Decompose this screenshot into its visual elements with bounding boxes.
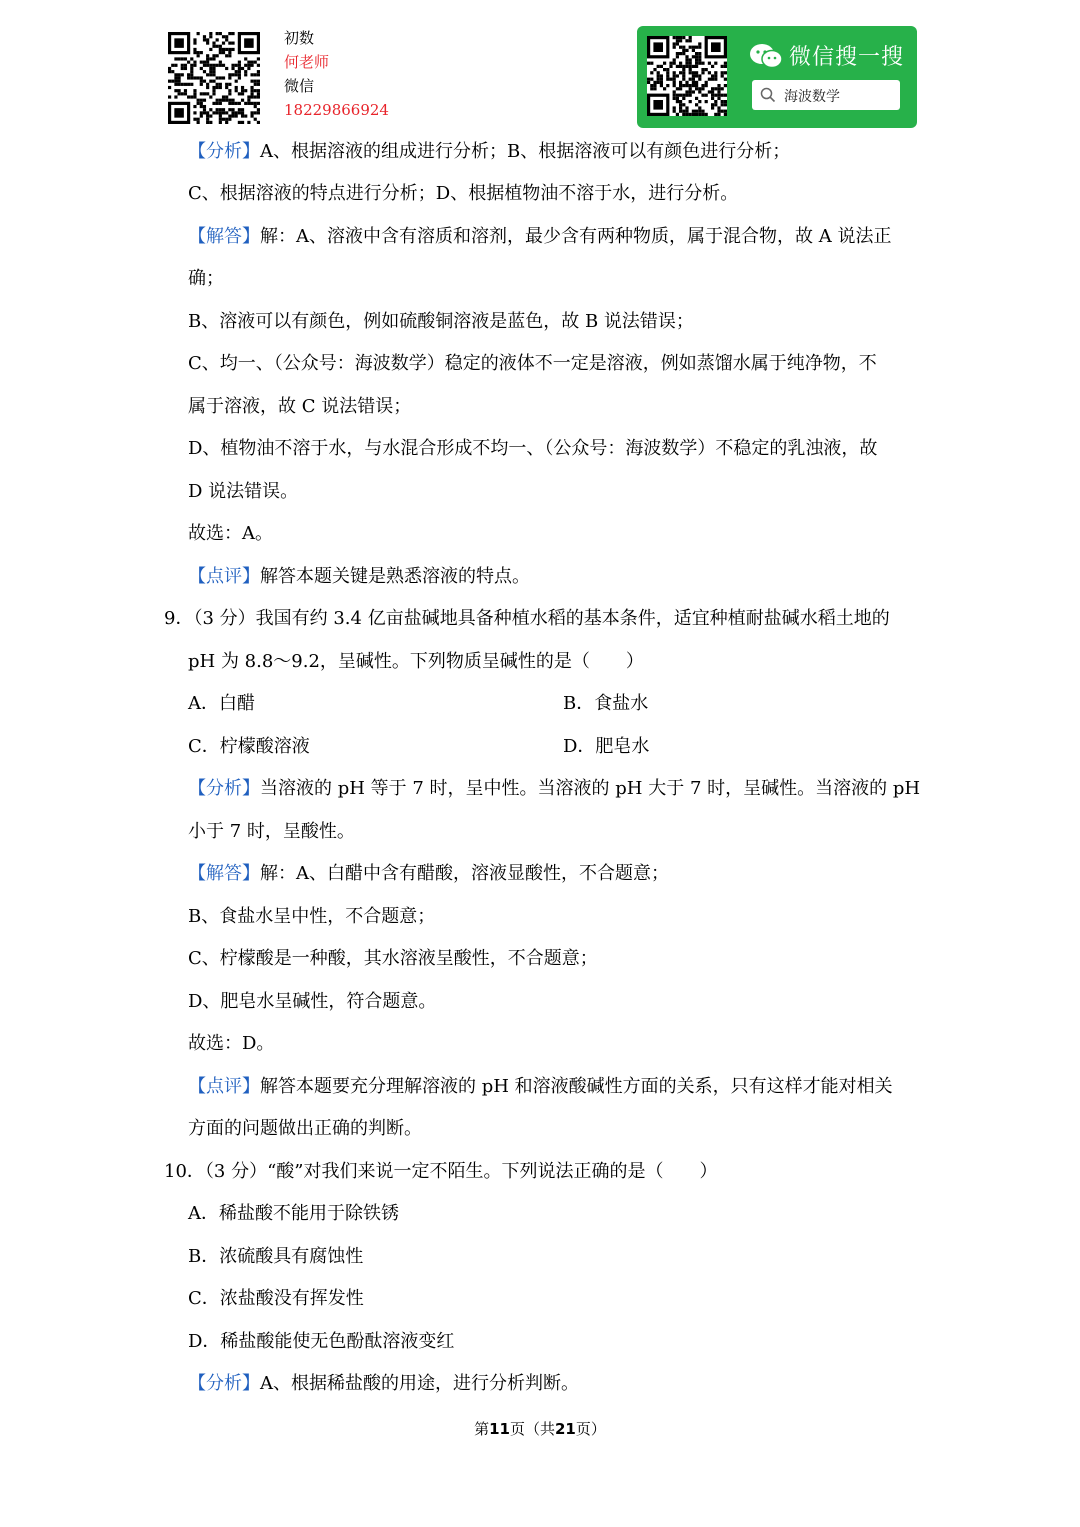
annotation-tag: 【分析】	[188, 778, 260, 799]
contact-wechat-label: 微信	[284, 77, 315, 95]
text-line: D、植物油不溶于水，与水混合形成不均一、（公众号：海波数学）不稳定的乳浊液，故	[188, 438, 878, 459]
text-line: 【点评】解答本题关键是熟悉溶液的特点。	[188, 566, 530, 587]
text-line: 故选：D。	[188, 1033, 275, 1054]
wechat-search-banner	[637, 26, 917, 128]
text-line: 确；	[188, 268, 224, 289]
text-line: 【分析】A、根据溶液的组成进行分析；B、根据溶液可以有颜色进行分析；	[188, 141, 791, 162]
option-b: B．食盐水	[563, 693, 649, 714]
wechat-search-query: 海波数学	[784, 89, 840, 105]
qr-code-icon	[647, 36, 727, 116]
wechat-search-box[interactable]	[752, 80, 900, 110]
option-c: C．柠檬酸溶液	[188, 736, 310, 757]
text-line: pH 为 8.8～9.2，呈碱性。下列物质呈碱性的是（ ）	[188, 651, 644, 672]
annotation-tag: 【解答】	[188, 863, 260, 884]
text-line: C、根据溶液的特点进行分析；D、根据植物油不溶于水，进行分析。	[188, 183, 739, 204]
contact-info	[284, 26, 389, 122]
text-line: C、均一、（公众号：海波数学）稳定的液体不一定是溶液，例如蒸馏水属于纯净物，不	[188, 353, 877, 374]
annotation-tag: 【点评】	[188, 566, 260, 587]
wechat-logo-icon	[749, 42, 783, 70]
wechat-qr-code	[647, 36, 727, 116]
option-a: A．白醋	[188, 693, 255, 714]
text-line: 【分析】A、根据稀盐酸的用途，进行分析判断。	[188, 1373, 579, 1394]
annotation-tag: 【分析】	[188, 141, 260, 162]
wechat-search-title	[749, 40, 904, 71]
text-line: 【解答】解：A、白醋中含有醋酸，溶液显酸性，不合题意；	[188, 863, 669, 884]
option-d: D．肥皂水	[563, 736, 650, 757]
page-total: 21	[555, 1420, 576, 1438]
text-line: 属于溶液，故 C 说法错误；	[188, 396, 412, 417]
text-line: B、食盐水呈中性，不合题意；	[188, 906, 436, 927]
qr-code-image	[168, 32, 260, 124]
option-d: D．稀盐酸能使无色酚酞溶液变红	[188, 1331, 455, 1352]
contact-subject: 初数	[284, 29, 315, 47]
text-line: 小于 7 时，呈酸性。	[188, 821, 355, 842]
annotation-tag: 【解答】	[188, 226, 260, 247]
option-b: B．浓硫酸具有腐蚀性	[188, 1246, 364, 1267]
page-footer: 第11页（共21页）	[474, 1420, 606, 1438]
text-line: B、溶液可以有颜色，例如硫酸铜溶液是蓝色，故 B 说法错误；	[188, 311, 694, 332]
text-line: C、柠檬酸是一种酸，其水溶液呈酸性，不合题意；	[188, 948, 598, 969]
text-line: 故选：A。	[188, 523, 273, 544]
contact-phone: 18229866924	[284, 101, 389, 119]
page-number: 11	[489, 1420, 510, 1438]
question-9-stem: 9．（3 分）我国有约 3.4 亿亩盐碱地具备种植水稻的基本条件，适宜种植耐盐碱水稻土地的	[164, 608, 890, 629]
text-line: 【分析】当溶液的 pH 等于 7 时，呈中性。当溶液的 pH 大于 7 时，呈碱性。当溶液的 pH	[188, 778, 921, 799]
annotation-tag: 【分析】	[188, 1373, 260, 1394]
option-a: A．稀盐酸不能用于除铁锈	[188, 1203, 399, 1224]
text-line: 【点评】解答本题要充分理解溶液的 pH 和溶液酸碱性方面的关系，只有这样才能对相关	[188, 1076, 893, 1097]
contact-teacher-name: 何老师	[284, 53, 330, 71]
text-line: D、肥皂水呈碱性，符合题意。	[188, 991, 437, 1012]
text-line: 【解答】解：A、溶液中含有溶质和溶剂，最少含有两种物质，属于混合物，故 A 说法正	[188, 226, 892, 247]
text-line: D 说法错误。	[188, 481, 299, 502]
option-c: C．浓盐酸没有挥发性	[188, 1288, 364, 1309]
annotation-tag: 【点评】	[188, 1076, 260, 1097]
search-icon	[760, 87, 776, 103]
wechat-search-title-text: 微信搜一搜	[789, 45, 905, 70]
text-line: 方面的问题做出正确的判断。	[188, 1118, 422, 1139]
question-10-stem: 10．（3 分）“酸”对我们来说一定不陌生。下列说法正确的是（ ）	[164, 1161, 718, 1182]
